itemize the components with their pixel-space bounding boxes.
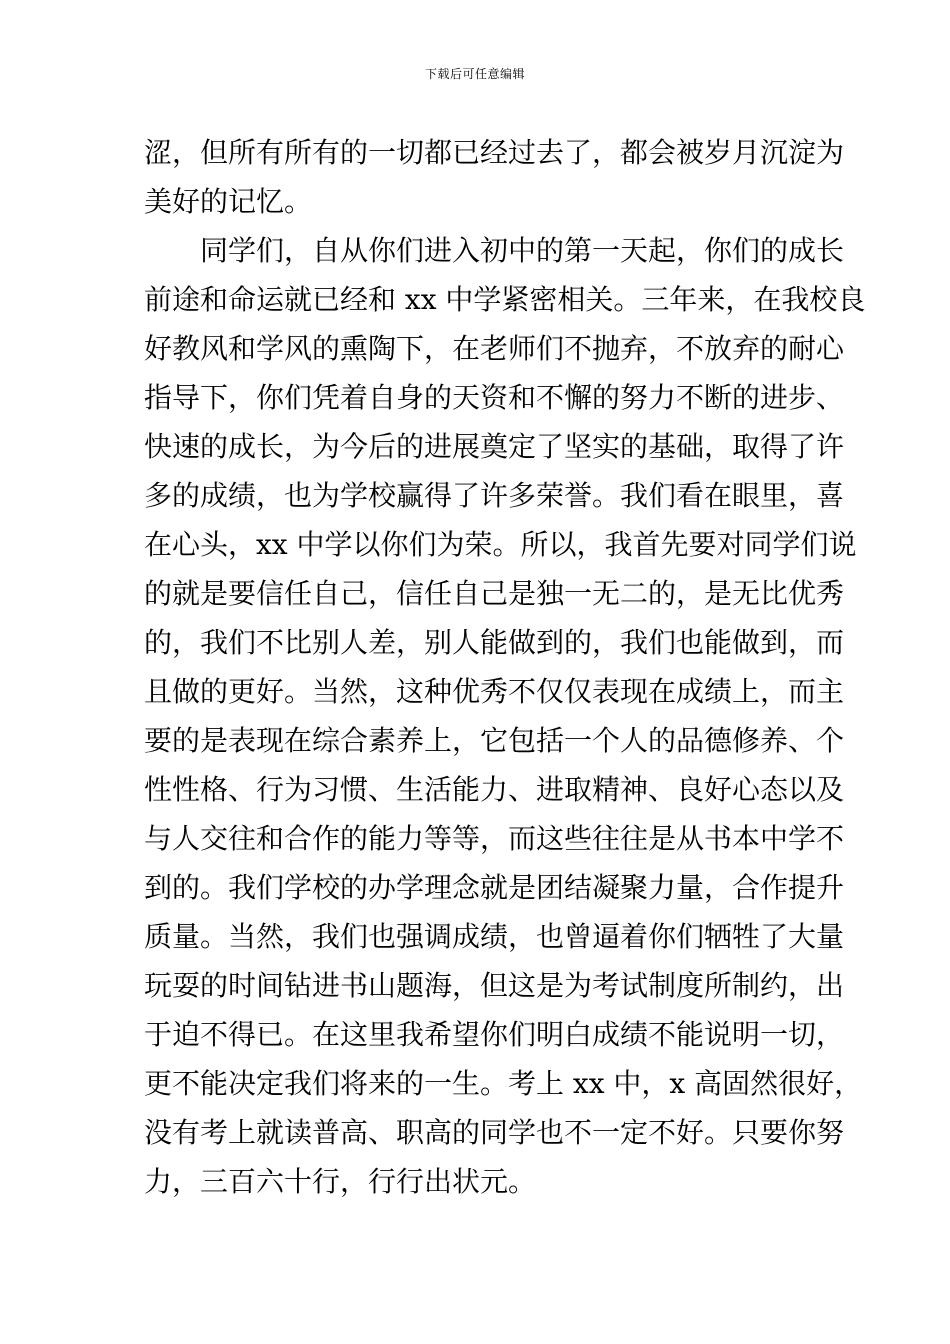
body-text xyxy=(144,128,866,1206)
text-line: 质量。当然，我们也强调成绩，也曾逼着你们牺牲了大量 xyxy=(144,920,845,953)
text-line: 在心头，xx 中学以你们为荣。所以，我首先要对同学们说 xyxy=(144,528,857,561)
text-line: 好教风和学风的熏陶下，在老师们不抛弃，不放弃的耐心 xyxy=(144,332,845,365)
text-line: 前途和命运就已经和 xx 中学紧密相关。三年来，在我校良 xyxy=(144,283,866,316)
text-line: 力，三百六十行，行行出状元。 xyxy=(144,1165,537,1198)
text-line: 性性格、行为习惯、生活能力、进取精神、良好心态以及 xyxy=(144,773,845,806)
text-line: 更不能决定我们将来的一生。考上 xx 中，x 高固然很好， xyxy=(144,1067,863,1100)
text-line: 指导下，你们凭着自身的天资和不懈的努力不断的进步、 xyxy=(144,381,845,414)
text-line: 多的成绩，也为学校赢得了许多荣誉。我们看在眼里，喜 xyxy=(144,479,845,512)
text-line: 的就是要信任自己，信任自己是独一无二的，是无比优秀 xyxy=(144,577,845,610)
text-line: 要的是表现在综合素养上，它包括一个人的品德修养、个 xyxy=(144,724,845,757)
text-line: 于迫不得已。在这里我希望你们明白成绩不能说明一切， xyxy=(144,1018,845,1051)
text-line: 同学们，自从你们进入初中的第一天起，你们的成长 xyxy=(144,234,845,267)
text-line: 快速的成长，为今后的进展奠定了坚实的基础，取得了许 xyxy=(144,430,845,463)
text-line: 且做的更好。当然，这种优秀不仅仅表现在成绩上，而主 xyxy=(144,675,845,708)
text-line: 美好的记忆。 xyxy=(144,185,313,218)
text-line: 的，我们不比别人差，别人能做到的，我们也能做到，而 xyxy=(144,626,845,659)
text-line: 涩，但所有所有的一切都已经过去了，都会被岁月沉淀为 xyxy=(144,136,845,169)
text-line: 没有考上就读普高、职高的同学也不一定不好。只要你努 xyxy=(144,1116,845,1149)
page-header: 下载后可任意编辑 xyxy=(424,67,525,81)
text-line: 到的。我们学校的办学理念就是团结凝聚力量，合作提升 xyxy=(144,871,845,904)
text-line: 与人交往和合作的能力等等，而这些往往是从书本中学不 xyxy=(144,822,845,855)
text-line: 玩耍的时间钻进书山题海，但这是为考试制度所制约，出 xyxy=(144,969,845,1002)
